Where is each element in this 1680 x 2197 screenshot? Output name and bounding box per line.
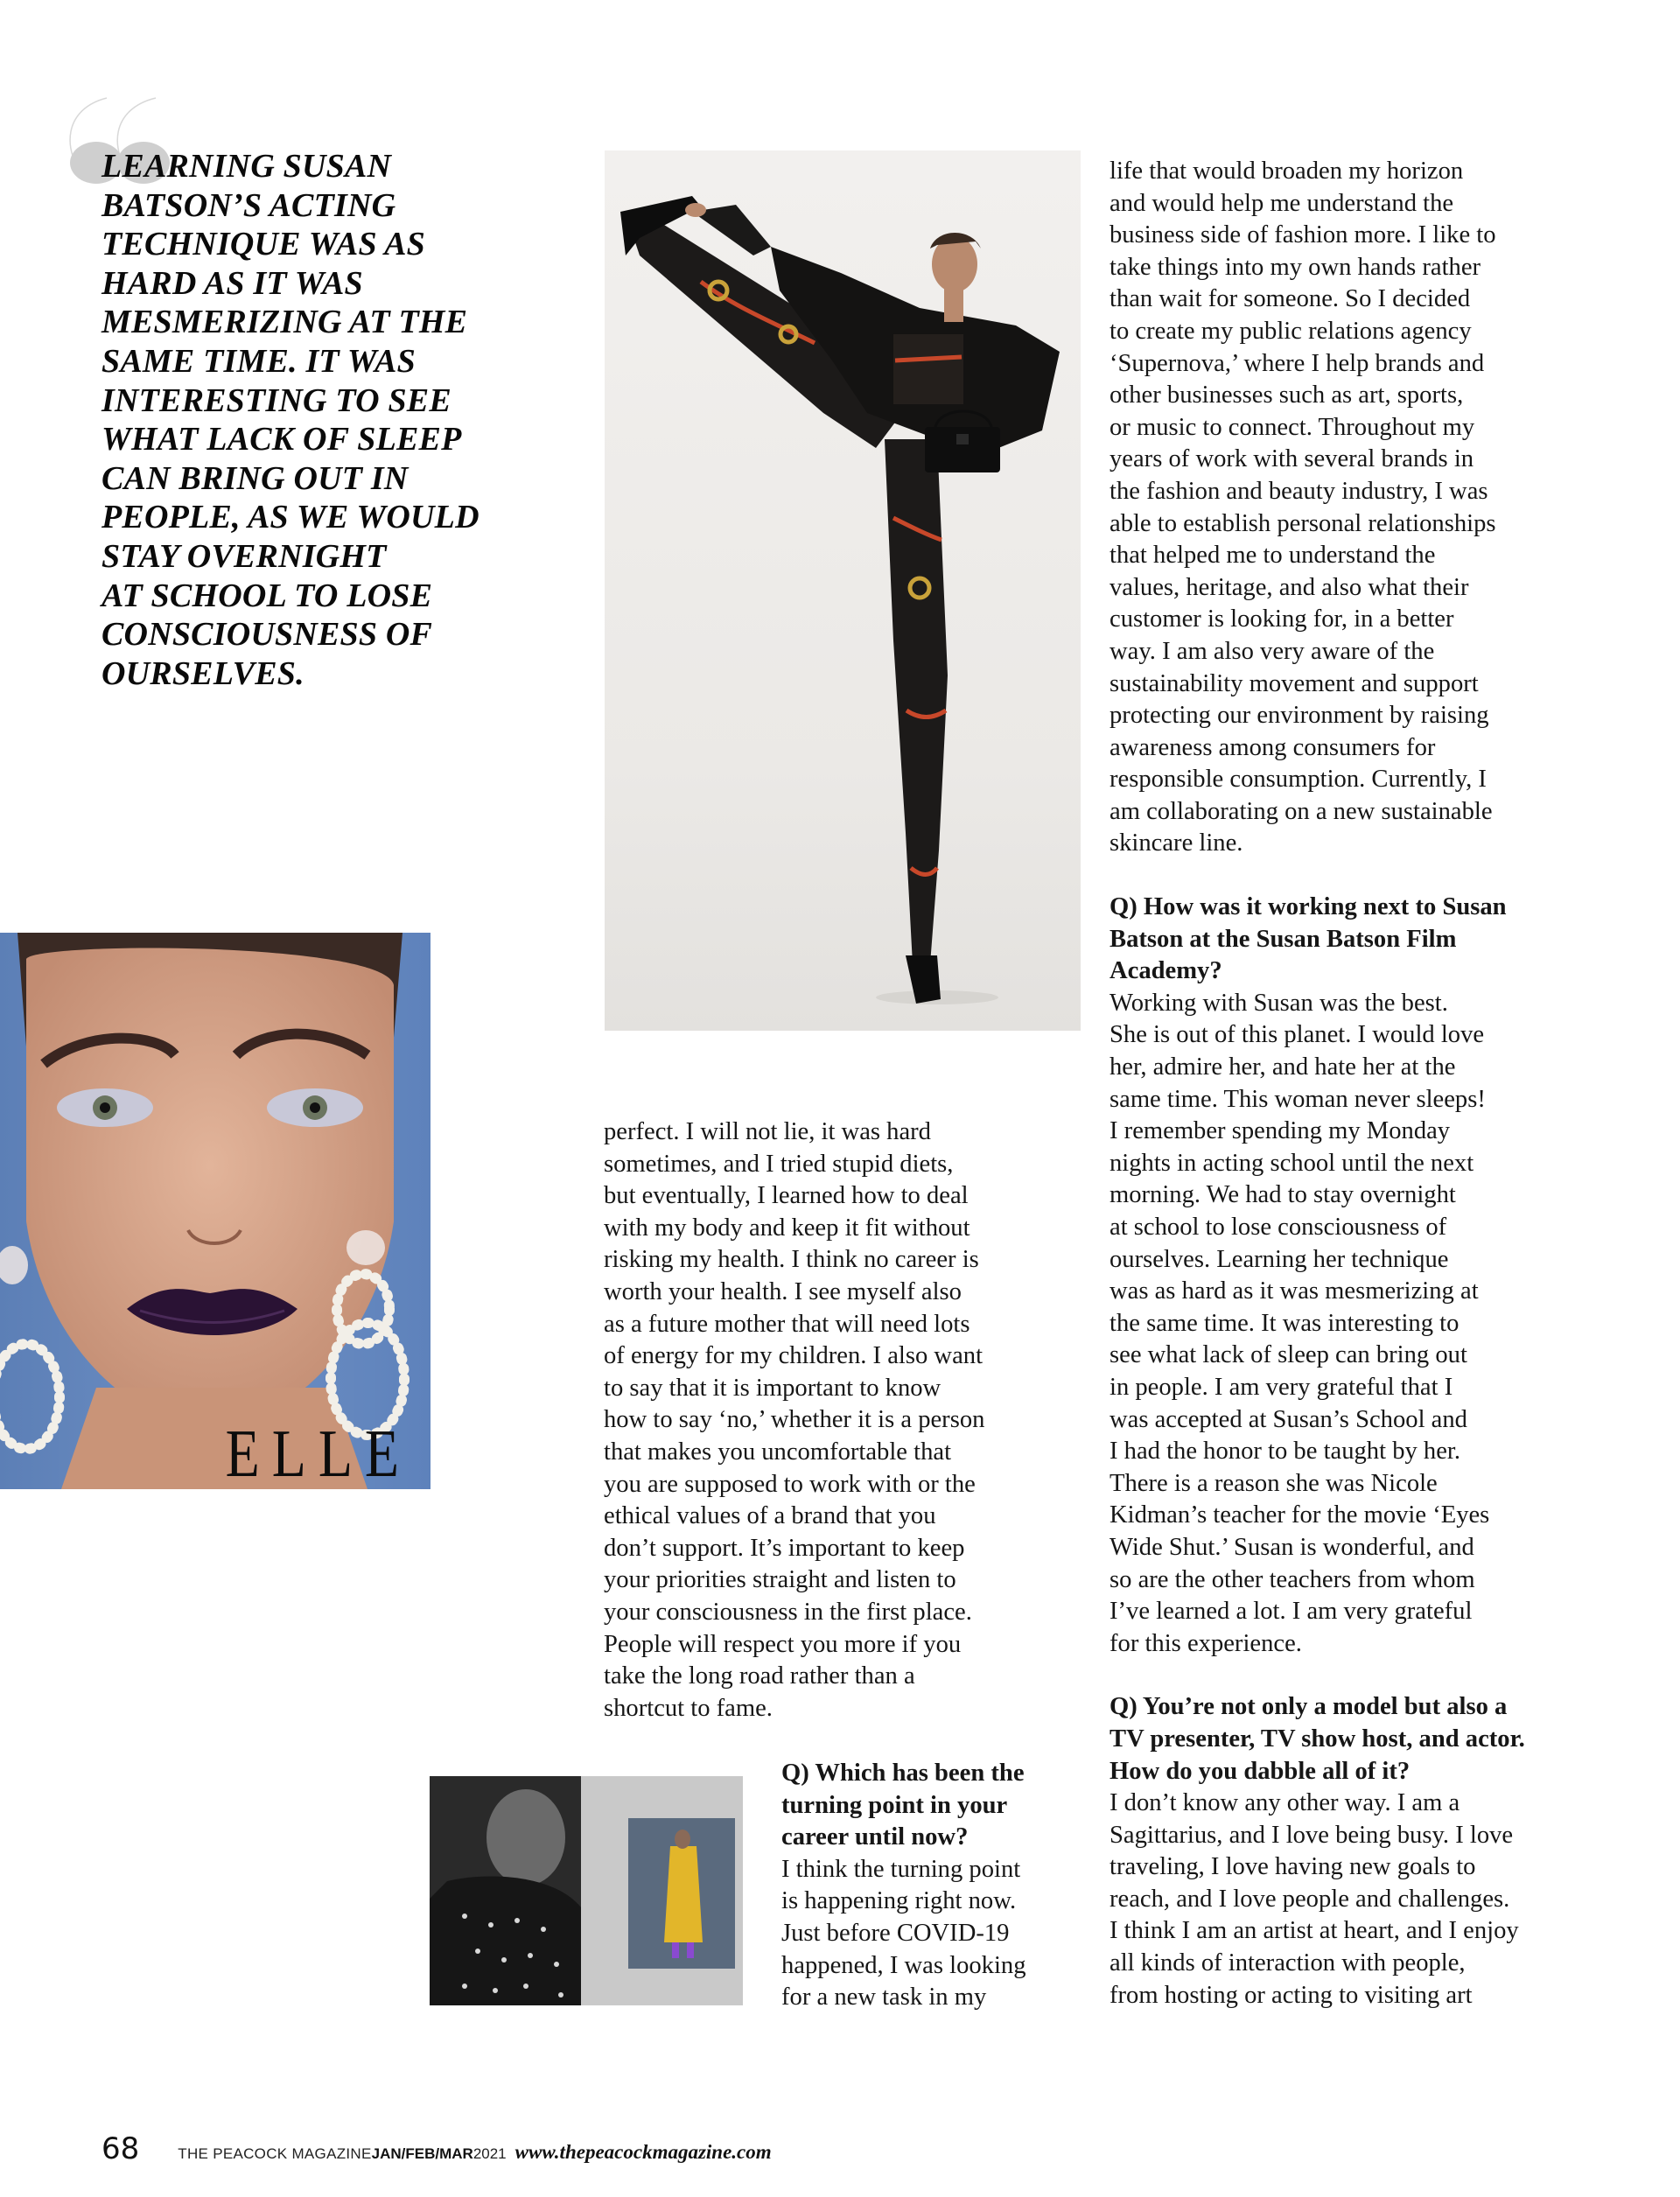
- body-text-line: but eventually, I learned how to deal: [604, 1182, 969, 1210]
- body-text-line: I think I am an artist at heart, and I enjoy: [1110, 1917, 1519, 1945]
- question-line: Q) Which has been the: [781, 1760, 1025, 1787]
- body-text-line: nights in acting school until the next: [1110, 1149, 1474, 1177]
- body-text-line: was accepted at Susan’s School and: [1110, 1405, 1467, 1433]
- magazine-url[interactable]: www.thepeacockmagazine.com: [514, 2141, 772, 2163]
- body-text-line: Wide Shut.’ Susan is wonderful, and: [1110, 1533, 1474, 1561]
- body-text-line: don’t support. It’s important to keep: [604, 1534, 965, 1562]
- body-text-line: worth your health. I see myself also: [604, 1277, 962, 1305]
- body-text-line: the fashion and beauty industry, I was: [1110, 477, 1488, 505]
- article-column-right: [1110, 156, 1582, 2012]
- body-text-line: sustainability movement and support: [1110, 669, 1479, 697]
- body-text-line: that makes you uncomfortable that: [604, 1438, 952, 1466]
- body-text-line: perfect. I will not lie, it was hard: [604, 1118, 931, 1145]
- question-line: TV presenter, TV show host, and actor.: [1110, 1725, 1525, 1753]
- body-text-line: She is out of this planet. I would love: [1110, 1021, 1485, 1049]
- magazine-year: 2021: [472, 2145, 507, 2162]
- page-footer: [102, 2131, 772, 2170]
- question-susan-batson: [1110, 892, 1582, 988]
- body-text-line: and would help me understand the: [1110, 189, 1454, 217]
- pull-quote-line: CONSCIOUSNESS OF: [102, 616, 433, 654]
- body-text-line: shortcut to fame.: [604, 1694, 773, 1722]
- body-text-line: awareness among consumers for: [1110, 733, 1436, 761]
- body-text-line: from hosting or acting to visiting art: [1110, 1981, 1473, 2009]
- article-column-middle: [604, 1116, 1081, 1725]
- body-text-line: morning. We had to stay overnight: [1110, 1181, 1456, 1209]
- pull-quote-line: SAME TIME. IT WAS: [102, 342, 416, 380]
- answer-tv-presenter: [1110, 1788, 1582, 2012]
- body-text-line: ourselves. Learning her technique: [1110, 1245, 1449, 1273]
- pull-quote: [102, 147, 522, 693]
- body-text-line: than wait for someone. So I decided: [1110, 285, 1471, 313]
- body-text-line: your priorities straight and listen to: [604, 1566, 956, 1594]
- right-intro-paragraph: [1110, 156, 1582, 860]
- body-text-line: for this experience.: [1110, 1629, 1302, 1657]
- pull-quote-line: CAN BRING OUT IN: [102, 459, 409, 497]
- body-text-line: was as hard as it was mesmerizing at: [1110, 1277, 1479, 1305]
- question-line: How do you dabble all of it?: [1110, 1757, 1410, 1785]
- body-text-line: business side of fashion more. I like to: [1110, 221, 1496, 249]
- magazine-spread-illustration: [430, 1776, 743, 2005]
- pull-quote-line: INTERESTING TO SEE: [102, 381, 452, 419]
- pull-quote-line: LEARNING SUSAN: [102, 148, 392, 185]
- pull-quote-line: TECHNIQUE WAS AS: [102, 226, 425, 263]
- body-text-line: of energy for my children. I also want: [604, 1342, 984, 1370]
- body-text-line: Kidman’s teacher for the movie ‘Eyes: [1110, 1501, 1490, 1529]
- body-text-line: There is a reason she was Nicole: [1110, 1469, 1438, 1497]
- body-text-line: take things into my own hands rather: [1110, 253, 1481, 281]
- body-text-line: you are supposed to work with or the: [604, 1470, 976, 1498]
- question-line: turning point in your: [781, 1791, 1008, 1819]
- body-text-line: am collaborating on a new sustainable: [1110, 797, 1493, 825]
- body-text-line: years of work with several brands in: [1110, 445, 1474, 473]
- body-text-line: other businesses such as art, sports,: [1110, 381, 1464, 409]
- body-text-line: traveling, I love having new goals to: [1110, 1853, 1476, 1881]
- pull-quote-line: BATSON’S ACTING: [102, 186, 396, 224]
- body-text-line: is happening right now.: [781, 1887, 1017, 1915]
- body-text-line: life that would broaden my horizon: [1110, 157, 1464, 185]
- pull-quote-line: PEOPLE, AS WE WOULD: [102, 499, 480, 536]
- body-text-line: skincare line.: [1110, 829, 1243, 857]
- body-text-line: I think the turning point: [781, 1855, 1021, 1883]
- body-text-line: People will respect you more if you: [604, 1630, 962, 1658]
- body-text-line: I’ve learned a lot. I am very grateful: [1110, 1598, 1473, 1626]
- pull-quote-line: MESMERIZING AT THE: [102, 304, 468, 341]
- body-text-line: to create my public relations agency: [1110, 317, 1472, 345]
- body-text-line: how to say ‘no,’ whether it is a person: [604, 1406, 985, 1434]
- body-text-line: happened, I was looking: [781, 1951, 1026, 1979]
- body-text-line: so are the other teachers from whom: [1110, 1565, 1475, 1593]
- body-text-line: able to establish personal relationships: [1110, 509, 1496, 537]
- pull-quote-line: STAY OVERNIGHT: [102, 537, 387, 575]
- body-text-line: all kinds of interaction with people,: [1110, 1949, 1466, 1977]
- question-line: Q) You’re not only a model but also a: [1110, 1693, 1508, 1721]
- body-text-line: with my body and keep it fit without: [604, 1214, 970, 1242]
- body-text-line: Sagittarius, and I love being busy. I love: [1110, 1821, 1514, 1849]
- question-line: career until now?: [781, 1823, 969, 1851]
- body-text-line: as a future mother that will need lots: [604, 1310, 970, 1338]
- question-line: Batson at the Susan Batson Film: [1110, 925, 1457, 953]
- question-line: Academy?: [1110, 957, 1222, 985]
- pull-quote-line: WHAT LACK OF SLEEP: [102, 421, 462, 458]
- body-text-line: I had the honor to be taught by her.: [1110, 1438, 1461, 1466]
- answer-susan-batson: [1110, 988, 1582, 1660]
- magazine-name: THE PEACOCK MAGAZINE: [178, 2145, 372, 2162]
- body-text-line: protecting our environment by raising: [1110, 702, 1489, 730]
- body-text-line: her, admire her, and hate her at the: [1110, 1053, 1456, 1081]
- body-text-line: sometimes, and I tried stupid diets,: [604, 1150, 954, 1178]
- body-text-line: in people. I am very grateful that I: [1110, 1373, 1453, 1401]
- pull-quote-line: HARD AS IT WAS: [102, 264, 363, 302]
- magazine-issue: JAN/FEB/MAR: [371, 2145, 473, 2162]
- pull-quote-line: OURSELVES.: [102, 654, 304, 692]
- question-turning-point-block: [781, 1758, 1079, 2014]
- page-number: 68: [102, 2131, 140, 2166]
- body-text-line: responsible consumption. Currently, I: [1110, 766, 1487, 794]
- fashion-photo-illustration: [605, 150, 1081, 1031]
- pull-quote-line: AT SCHOOL TO LOSE: [102, 577, 433, 614]
- beauty-photo-illustration: [0, 933, 430, 1489]
- body-text-line: values, heritage, and also what their: [1110, 573, 1469, 601]
- body-text-line: or music to connect. Throughout my: [1110, 413, 1475, 441]
- question-line: Q) How was it working next to Susan: [1110, 893, 1507, 921]
- body-text-line: reach, and I love people and challenges.: [1110, 1885, 1510, 1913]
- magazine-spread-photo: [430, 1776, 743, 2005]
- body-text-line: ‘Supernova,’ where I help brands and: [1110, 349, 1485, 377]
- body-text-line: Working with Susan was the best.: [1110, 989, 1448, 1017]
- body-text-line: Just before COVID-19: [781, 1919, 1010, 1947]
- body-text-line: the same time. It was interesting to: [1110, 1309, 1460, 1337]
- body-text-line: for a new task in my: [781, 1984, 987, 2012]
- body-text-line: way. I am also very aware of the: [1110, 637, 1435, 665]
- answer-turning-point: [781, 1854, 1079, 2014]
- body-text-line: same time. This woman never sleeps!: [1110, 1085, 1486, 1113]
- body-text-line: your consciousness in the first place.: [604, 1598, 972, 1626]
- question-turning-point: [781, 1758, 1079, 1854]
- body-text-line: risking my health. I think no career is: [604, 1246, 979, 1274]
- body-text-line: I don’t know any other way. I am a: [1110, 1789, 1460, 1817]
- elle-logo: ELLE: [225, 1416, 411, 1489]
- body-text-line: ethical values of a brand that you: [604, 1502, 936, 1530]
- fashion-photo: [605, 150, 1081, 1031]
- body-text-line: I remember spending my Monday: [1110, 1117, 1451, 1145]
- question-tv-presenter: [1110, 1691, 1582, 1788]
- body-text-line: that helped me to understand the: [1110, 542, 1436, 570]
- beauty-photo: [0, 933, 430, 1489]
- body-text-line: see what lack of sleep can bring out: [1110, 1341, 1467, 1369]
- body-text-line: customer is looking for, in a better: [1110, 605, 1454, 633]
- body-text-line: take the long road rather than a: [604, 1662, 915, 1690]
- body-text-line: to say that it is important to know: [604, 1374, 942, 1402]
- body-text-line: at school to lose consciousness of: [1110, 1214, 1447, 1241]
